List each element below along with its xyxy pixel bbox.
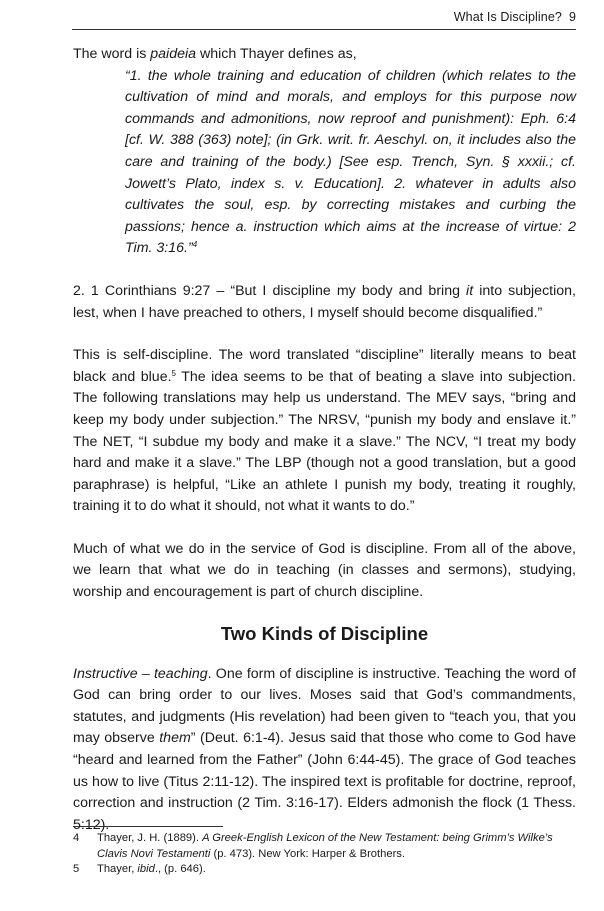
header-rule xyxy=(72,29,576,30)
thayer-definition-quote: “1. the whole training and education of children (which relates to the cultivation of mind and morals, and employs for this purpose now commands and admonitions, now reproof and punishment): Eph. 6:4 [cf. W. 388 (363) note]; (in Grk. writ. fr. Aeschyl. on, it includes also the care and training of the body.) [See esp. Trench, Syn. § xxxii.; cf. Jowett’s Plato, index s. v. Education]. 2. whatever in adults also cultivates the soul, esp. by correcting mistakes and curbing the passions; hence a. instruction which aims at the increase of virtue: 2 Tim. 3:16.”$^4$ xyxy=(125,67,576,257)
chapter-title: What Is Discipline? xyxy=(453,10,562,24)
footnote-rule xyxy=(73,826,223,827)
footnote-ibid: ibid xyxy=(137,863,155,875)
footnote-number: 4 xyxy=(73,832,80,844)
footnote-ref-4[interactable]: 4 xyxy=(192,240,198,250)
self-discipline-paragraph: This is self-discipline. The word translated “discipline” literally means to beat black and blue.$^5$ The idea seems to be that of beating a slave into subjection. The following translations may help us understand. The MEV says, “bring and keep my body under subjection.” The NRSV, “punish my body and enslave it.” The NET, “I subdue my body and make it a slave.” The NCV, “I treat my body hard and make it a slave.” The LBP (though not a good translation, but a good paraphrase) is helpful, “Like an athlete I punish my body, treating it roughly, training it to do what it should, not what it wants to do.” xyxy=(73,347,576,515)
service-paragraph: Much of what we do in the service of God is discipline. From all of the above, we learn that what we do in teaching (in classes and sermons), studying, worship and encouragement is part of church discipline. xyxy=(73,540,576,601)
footnote-5: 5 Thayer, ibid., (p. 646). xyxy=(73,862,576,878)
footnote-ref-5[interactable]: 5 xyxy=(171,368,176,378)
running-header xyxy=(454,10,576,24)
page-number: 9 xyxy=(568,10,576,24)
section-heading: Two Kinds of Discipline xyxy=(220,622,429,644)
body-text xyxy=(73,44,576,836)
corinthians-paragraph: 2. 1 Corinthians 9:27 – “But I discipline my body and bring it into subjection, lest, when I have preached to others, I myself should become disqualified.” xyxy=(73,282,576,321)
footnote-4: 4 Thayer, J. H. (1889). A Greek-English Lexicon of the New Testament: being Grimm’s Wilke’s Clavis Novi Testamenti (p. 473). New York: Harper & Brothers. xyxy=(73,831,576,862)
instructive-lead: Instructive – teaching xyxy=(73,665,208,682)
greek-term: paideia xyxy=(150,46,197,62)
instructive-paragraph: Instructive – teaching. One form of discipline is instructive. Teaching the word of God can bring order to our lives. Moses said that God’s commandments, statutes, and judgments (His revelation) had been given to “teach you, that you may observe them” (Deut. 6:1-4). Jesus said that those who come to God have “heard and learned from the Father” (John 6:44-45). The grace of God teaches us how to live (Titus 2:11-12). The inspired text is profitable for doctrine, reproof, correction and instruction (2 Tim. 3:16-17). Elders admonish the flock (1 Thess. 5:12). xyxy=(73,665,576,833)
footnote-source-title: A Greek-English Lexicon of the New Testament: being Grimm’s Wilke’s Clavis Novi Testamenti xyxy=(97,832,553,860)
intro-paragraph: The word is paideia which Thayer defines as, xyxy=(73,46,357,62)
footnotes xyxy=(73,831,576,878)
footnote-number: 5 xyxy=(73,863,80,875)
